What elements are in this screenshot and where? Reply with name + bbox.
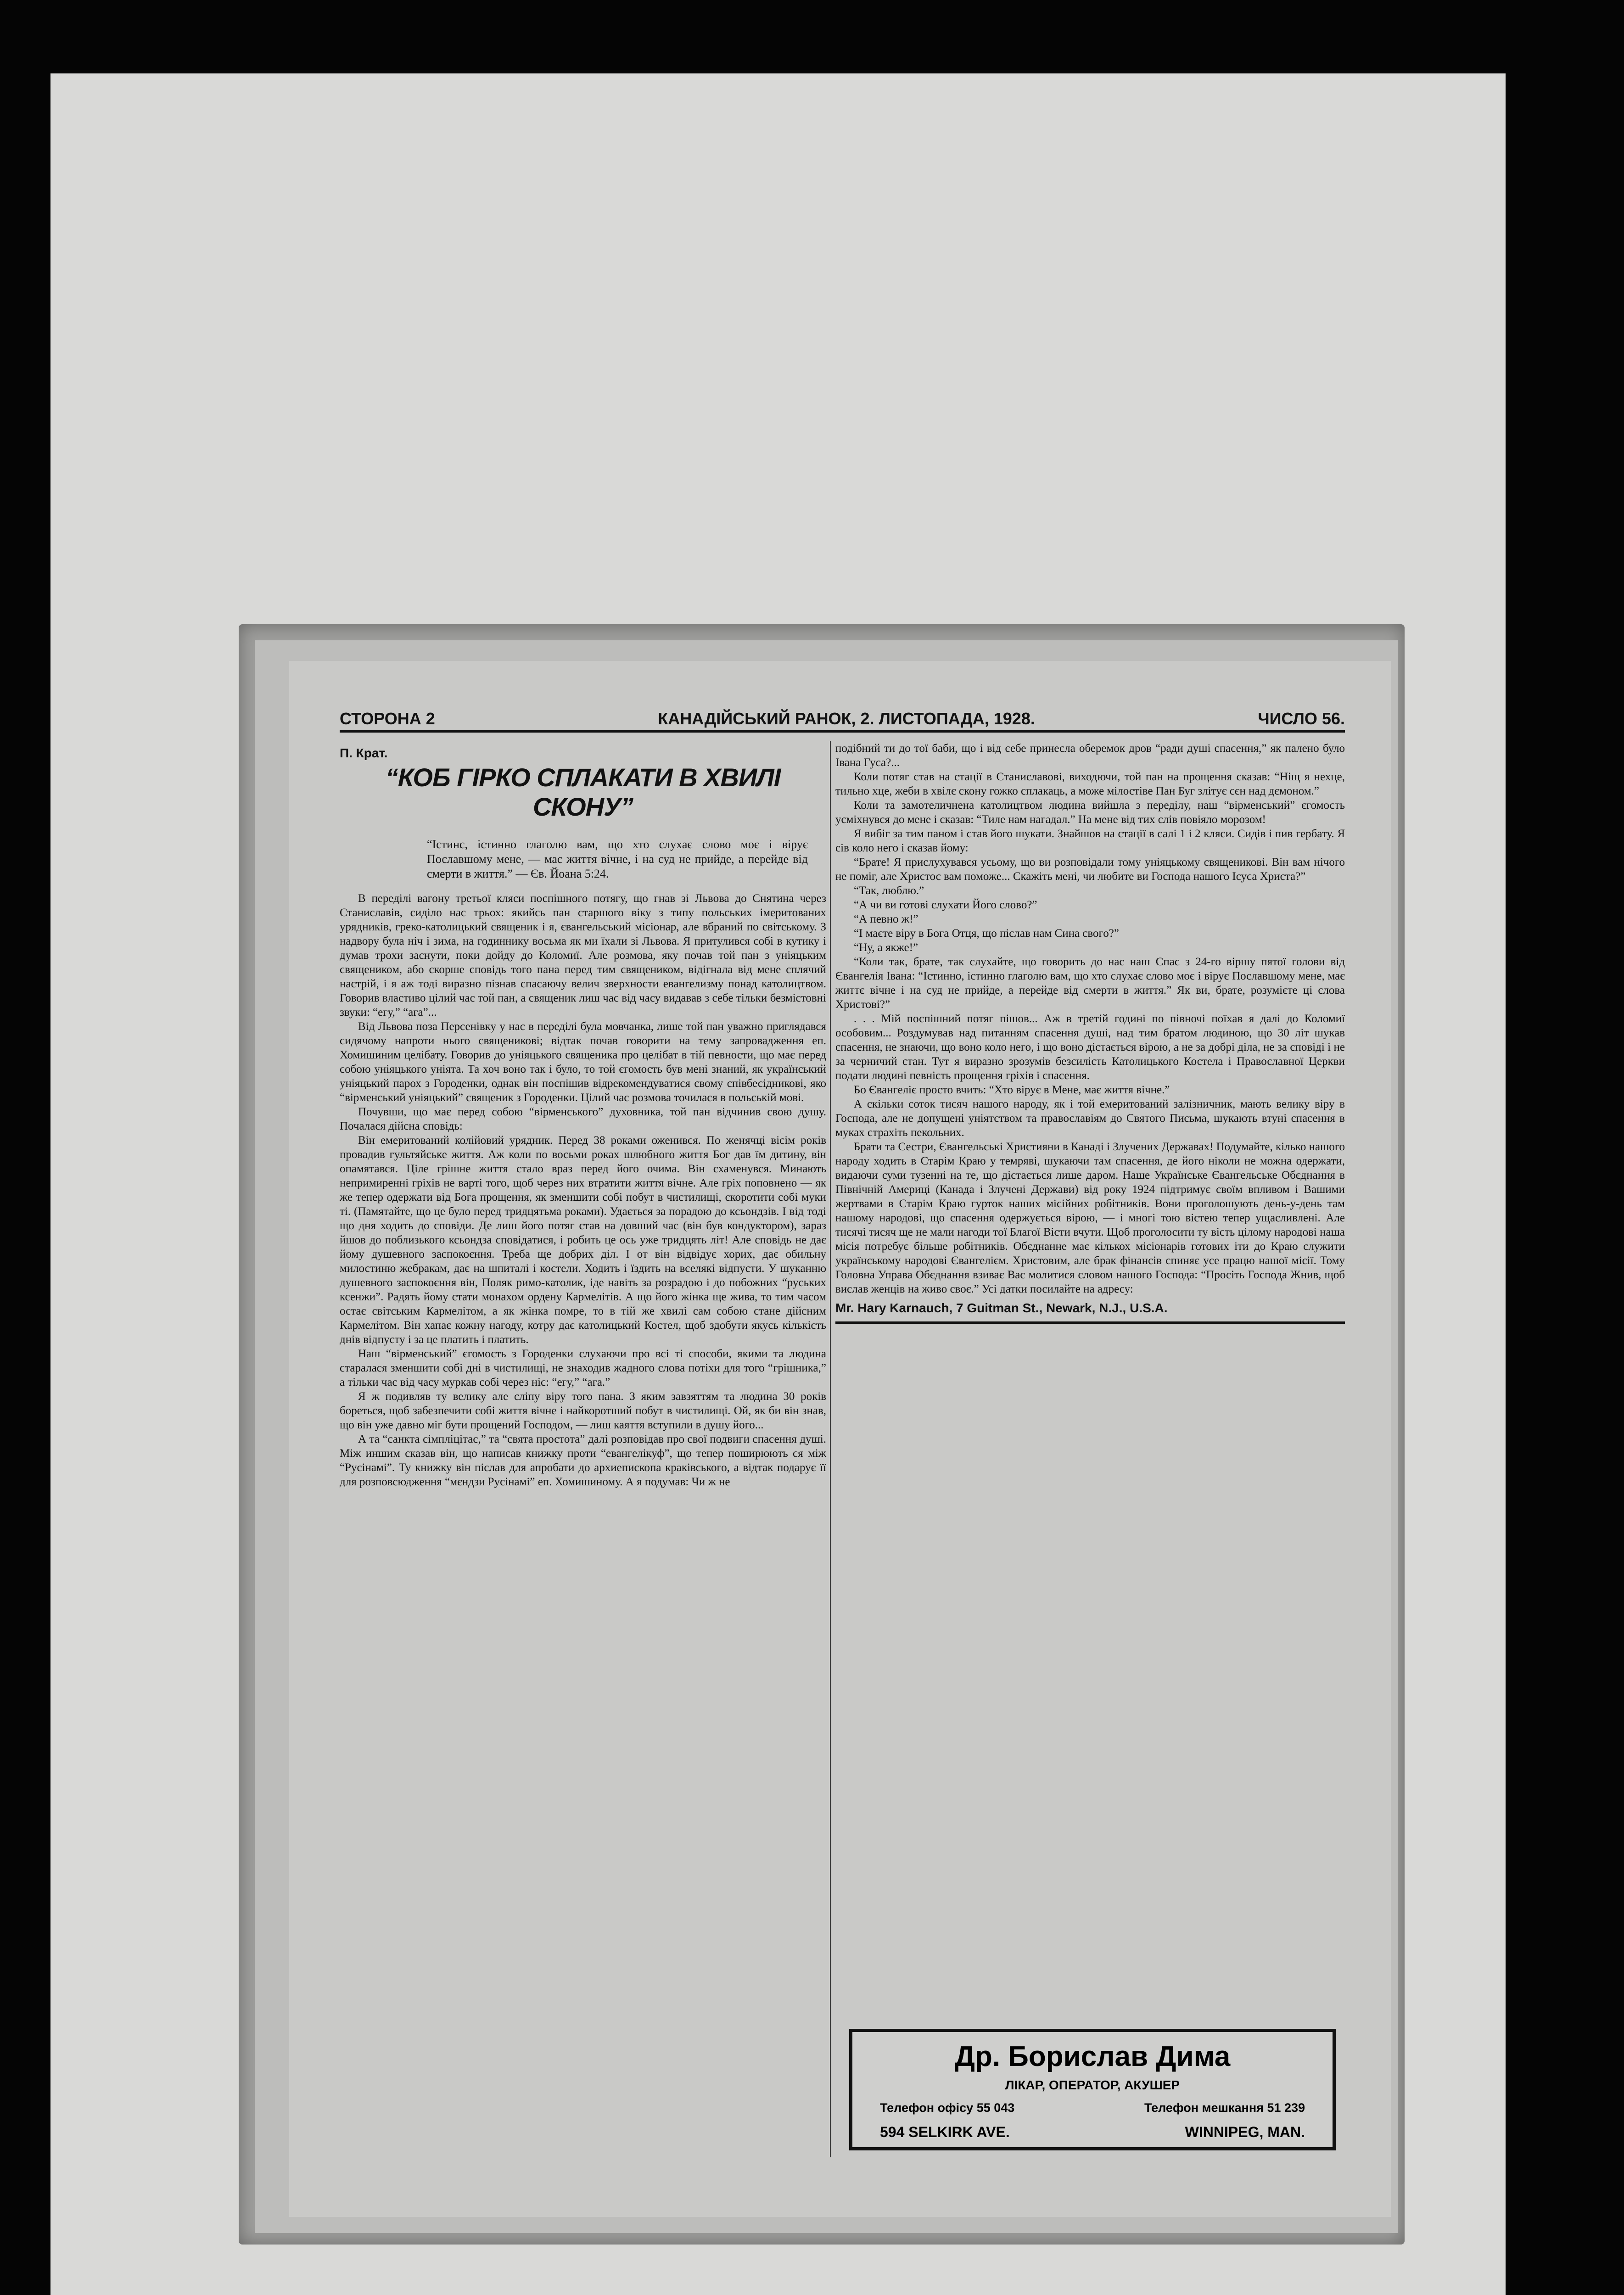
paragraph: Коли потяг став на стації в Станиславові, виходючи, той пан на прощення сказав: “Ніщ я нехце, тильно хце, жеби в хвілє скону гожко сплакаць, а може мілостіве Пан Буг злітує сєн над дємоном.” (835, 771, 1345, 797)
paragraph: Бо Євангеліє просто вчить: “Хто вірує в Мене, має життя вічне.” (854, 1084, 1170, 1096)
paragraph: В переділі вагону третьої кляси поспішного потягу, що гнав зі Львова до Снятина через Станиславів, сиділо нас трьох: якийсь пан старшого віку з типу польських імеритованих урядників, греко-католицький священик і я, євангельський місіонар, але вбраний по світському. З надвору була ніч і зима, на годиннику восьма як ми їхали зі Львова. Я притулився собі в кутику і думав трохи заснути, поки дойду до Коломиї. Але розмова, яку почав той пан з уніяцьким священиком, або скорше сповідь того пана перед тим священиком, відігнала від мене сплячий настрій, і я аж тоді виразно пізнав спасаючу велич зверхности евангелизму понад католицтвом. Говорив властиво цілий час той пан, а священик лиш час від часу видавав з себе тільки безмістовні звуки: “егу,” “ага”... (340, 892, 826, 1019)
paragraph: “Брате! Я прислухувався усьому, що ви розповідали тому уніяцькому священикові. Він вам нічого не поміг, але Христос вам поможе... Скажіть мені, чи любите ви Господа нашого Ісуса Христа?” (835, 856, 1345, 883)
paragraph: Я вибіг за тим паном і став його шукати. Знайшов на стації в салі 1 і 2 кляси. Сидів і пив гербату. Я сів коло него і сказав йому: (835, 828, 1345, 854)
ad-doctor-name: Др. Борислав Дима (954, 2041, 1231, 2072)
paragraph: “Коли так, брате, так слухайте, що говорить до нас наш Спас з 24-го віршу пятої голови від Євангелія Івана: “Істинно, істинно глаголю вам, що хто слухає слово моє і вірує Пославшому мене, має життє вічне і на суд не прийде, а перейде від смерти в життя.” Як ви, брате, розумієте ці слова Христові?” (835, 956, 1345, 1011)
ad-phone-office: Телефон офісу 55 043 (880, 2101, 1015, 2115)
article-column-left (340, 741, 826, 1489)
paragraph: . . . Мій поспішний потяг пішов... Аж в третій годині по півночі поїхав я далі до Коломиї особовим... Роздумував над питанням спасення душі, над тим братом людиною, що 30 літ шукав спасення, не знаючи, що воно коло него, і що воно дістається вірою, а не за добрі діла, не за сповіді і не за черничий стан. Тут я виразно зрозумів безсилість Католицького Костела і Православної Церкви подати людині певність прощення гріхів і спасення. (835, 1013, 1345, 1082)
newspaper-page (289, 661, 1391, 2217)
page-label: СТОРОНА 2 (340, 709, 435, 728)
paragraph: Від Львова поза Персенівку у нас в переділі була мовчанка, лише той пан уважно приглядався сидячому напроти нього священикові; відтак почав говорити на тему запровадження еп. Хомишиним целібату. Говорив до уніяцького священика про целібат в тій певности, що має перед собою уніяцького уніята. Та хоч воно так і було, то той єгомость був мені знаний, як український уніяцький парох з Городенки, однак він поспішив відрекомендуватися свому співбесідникові, яко “вірменський уніяцький” священик з Городенки. Цілий час розмова точилася в польській мові. (340, 1020, 826, 1104)
paragraph: Коли та замотеличнена католицтвом людина вийшла з переділу, наш “вірменський” єгомость усміхнувся до мене і сказав: “Тиле нам нагадал.” На мене від тих слів повіяло морозом! (835, 799, 1345, 826)
dialogue-line: “А певно ж!” (854, 913, 918, 925)
issue-number: ЧИСЛО 56. (1258, 709, 1345, 728)
masthead: КАНАДІЙСЬКИЙ РАНОК, 2. ЛИСТОПАДА, 1928. (658, 709, 1035, 728)
address-signature: Mr. Hary Karnauch, 7 Guitman St., Newark, N.J., U.S.A. (835, 1301, 1345, 1324)
page-header (340, 705, 1345, 733)
ad-city: WINNIPEG, MAN. (1185, 2124, 1305, 2140)
doctor-advertisement (849, 2029, 1336, 2150)
article-column-right (835, 741, 1345, 1324)
paragraph: А та “санкта сімпліцітас,” та “свята простота” далі розповідав про свої подвиги спасення душі. Між иншим сказав він, що написав книжку проти “евангелікуф”, що тепер поширюють ся між “Русінамі”. Ту книжку він післав для апробати до архиепископа краківського, а відтак подарує її для розповсюдження “мєндзи Русінамі” еп. Хомишиному. А я подумав: Чи ж не (340, 1433, 826, 1488)
column-divider (830, 741, 831, 2157)
dialogue-line: “Ну, а якже!” (854, 941, 918, 954)
article-epigraph: “Істинс, істинно глаголю вам, що хто слухає слово моє і вірує Пославшому мене, — має життя вічне, і на суд не прийде, а перейде від смерти в життя.” — Єв. Йоана 5:24. (427, 838, 808, 880)
dialogue-line: “Так, люблю.” (854, 884, 924, 897)
paragraph: Я ж подивляв ту велику але сліпу віру того пана. З яким завзяттям та людина 30 років бореться, щоб забезпечити собі життя вічне і найкоротший побут в чистилищі. Ой, як би він знав, що він уже давно міг бути прощений Господом, — лиш каяття вступили в душу його... (340, 1390, 826, 1431)
paragraph: подібний ти до тої баби, що і від себе принесла оберемок дров “ради душі спасення,” як палено було Івана Гуса?... (835, 742, 1345, 769)
article-title: “КОБ ГІРКО СПЛАКАТИ В ХВИЛІ СКОНУ” (385, 763, 781, 821)
dialogue-line: “А чи ви готові слухати Його слово?” (854, 899, 1037, 911)
paragraph: Наш “вірменський” єгомость з Городенки слухаючи про всі ті способи, якими та людина старалася зменшити собі дні в чистилищі, не знаходив жадного слова потіхи для того “грішника,” а тільки час від часу муркав собі через ніс: “егу,” “ага.” (340, 1348, 826, 1388)
dialogue-line: “І маєте віру в Бога Отця, що післав нам Сина свого?” (854, 927, 1119, 940)
paragraph: Почувши, що має перед собою “вірменського” духовника, той пан відчинив свою душу. Почалася дійсна сповідь: (340, 1106, 826, 1132)
ad-address: 594 SELKIRK AVE. (880, 2124, 1010, 2140)
paragraph: А скільки соток тисяч нашого народу, як і той емеритований залізничник, мають велику віру в Господа, але не допущені уніятством та православіям до Святого Письма, шукають втуні спасення в муках страхіть пекольних. (835, 1098, 1345, 1139)
paragraph: Він емеритований колійовий урядник. Перед 38 роками оженився. По женячці вісім років провадив гультяйське життя. Аж коли по восьми роках шлюбного життя Бог дав їм дитину, він опамятався. Ціле грішне життя стало враз перед його очима. Він схаменувся. Минають непримиренні гріхів не варті того, щоб через них втратити життя вічне. Але гріх поповнено — як же тепер одержати від Бога прощення, як зменшити собі побут в чистилищі, скоротити собі муки ті. (Памятайте, що це було перед тридцятьма роками). Удається за порадою до ксьондзів. І від тоді що дня ходить до сповіди. Де лиш його потяг став на довший час (він був кондуктором), зараз йшов до поблизького ксьондза сповідатися, і робить це ось уже тридцять літ! Але сповідь не дає йому душевного заспокоєння. Треба ще добрих діл. І от він відвідує хорих, дає обильну милостиню жебракам, дає на шпиталі і костели. Ходить і їздить на вселякі відпусти. У шуканню душевного заспокоєння він, Поляк римо-католик, іде навіть за розрадою і до побожних “руських ксенжи”. Радять йому стати монахом ордену Кармелітів. А що його жінка ще жива, то тим часом остає світським Кармелітом, а як жінка помре, то в тій же хвилі сам собою стане дійсним Кармелітом. Він хапає кожну нагоду, котру дає католицький Костел, щоб здобути якусь кількість днів відпусту і за це платить і платить. (340, 1134, 826, 1346)
ad-profession: ЛІКАР, ОПЕРАТОР, АКУШЕР (1005, 2078, 1180, 2092)
ad-phone-home: Телефон мешкання 51 239 (1144, 2101, 1305, 2115)
paragraph: Брати та Сестри, Євангельські Християни в Канаді і Злучених Державах! Подумайте, кілько нашого народу ходить в Старім Краю у темряві, шукаючи там спасення, де його ніколи не можна одержати, видаючи суми тузенні на те, що дістається лише даром. Наше Українське Євангельське Обєднання в Північній Америці (Канада і Злучені Держави) від року 1924 підтримує своїм впливом і Вашими жертвами в Старім Краю гурток наших місійних робітників. Вони проголошують день-у-день там нашому народові, що спасення одержується вірою, — і многі тою вістею тепер ущасливлені. Але тисячі тисяч ще не мали нагоди тої Благої Вісти вчути. Щоб проголосити ту вість цілому народові наша місія потребує більше робітників. Обєднанне має кількох місіонарів готових іти до Краю служити українському народові Євангелієм. Христовим, але брак фінансів спиняє усе працю нашої місії. Тому Головна Управа Обєднання взиває Вас молитися словом нашого Господа: “Просіть Господа Жнив, щоб вислав женців на живо своє.” Усі датки посилайте на адресу: (835, 1141, 1345, 1295)
article-author: П. Крат. (340, 746, 388, 760)
